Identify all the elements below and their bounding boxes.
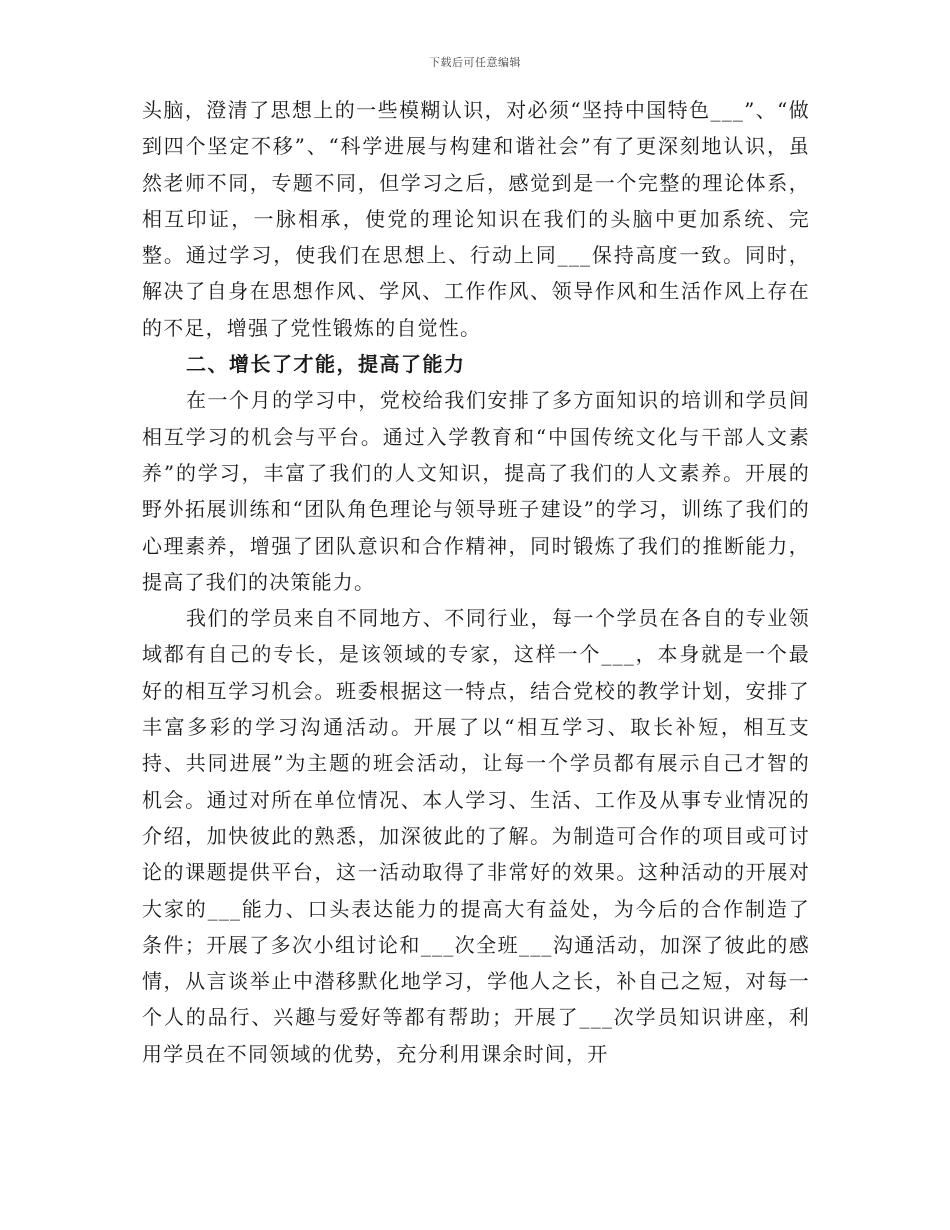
paragraph-students: 我们的学员来自不同地方、不同行业，每一个学员在各自的专业领域都有自己的专长，是该领域的专家，这样一个___，本身就是一个最好的相互学习机会。班委根据这一特点，结合党校的教学计划，安排了丰富多彩的学习沟通活动。开展了以“相互学习、取长补短，相互支持、共同进展”为主题的班会活动，让每一个学员都有展示自己才智的机会。通过对所在单位情况、本人学习、生活、工作及从事专业情况的介绍，加快彼此的熟悉，加深彼此的了解。为制造可合作的项目或可讨论的课题提供平台，这一活动取得了非常好的效果。这种活动的开展对大家的___能力、口头表达能力的提高大有益处，为今后的合作制造了条件；开展了多次小组讨论和___次全班___沟通活动，加深了彼此的感情，从言谈举止中潜移默化地学习，学他人之长，补自己之短，对每一个人的品行、兴趣与爱好等都有帮助；开展了___次学员知识讲座，利用学员在不同领域的优势，充分利用课余时间，开 (142, 606, 810, 1066)
document-body (142, 92, 810, 1072)
paragraph-training: 在一个月的学习中，党校给我们安排了多方面知识的培训和学员间相互学习的机会与平台。通过入学教育和“中国传统文化与干部人文素养”的学习，丰富了我们的人文知识，提高了我们的人文素养。开展的野外拓展训练和“团队角色理论与领导班子建设”的学习，训练了我们的心理素养，增强了团队意识和合作精神，同时锻炼了我们的推断能力，提高了我们的决策能力。 (142, 388, 810, 594)
paragraph-continuation: 头脑，澄清了思想上的一些模糊认识，对必须“坚持中国特色___”、“做到四个坚定不移”、“科学进展与构建和谐社会”有了更深刻地认识，虽然老师不同，专题不同，但学习之后，感觉到是一个完整的理论体系，相互印证，一脉相承，使党的理论知识在我们的头脑中更加系统、完整。通过学习，使我们在思想上、行动上同___保持高度一致。同时，解决了自身在思想作风、学风、工作作风、领导作风和生活作风上存在的不足，增强了党性锻炼的自觉性。 (142, 98, 810, 340)
page-header: 下载后可任意编辑 (429, 56, 521, 69)
section-heading: 二、增长了才能，提高了能力 (186, 352, 466, 377)
